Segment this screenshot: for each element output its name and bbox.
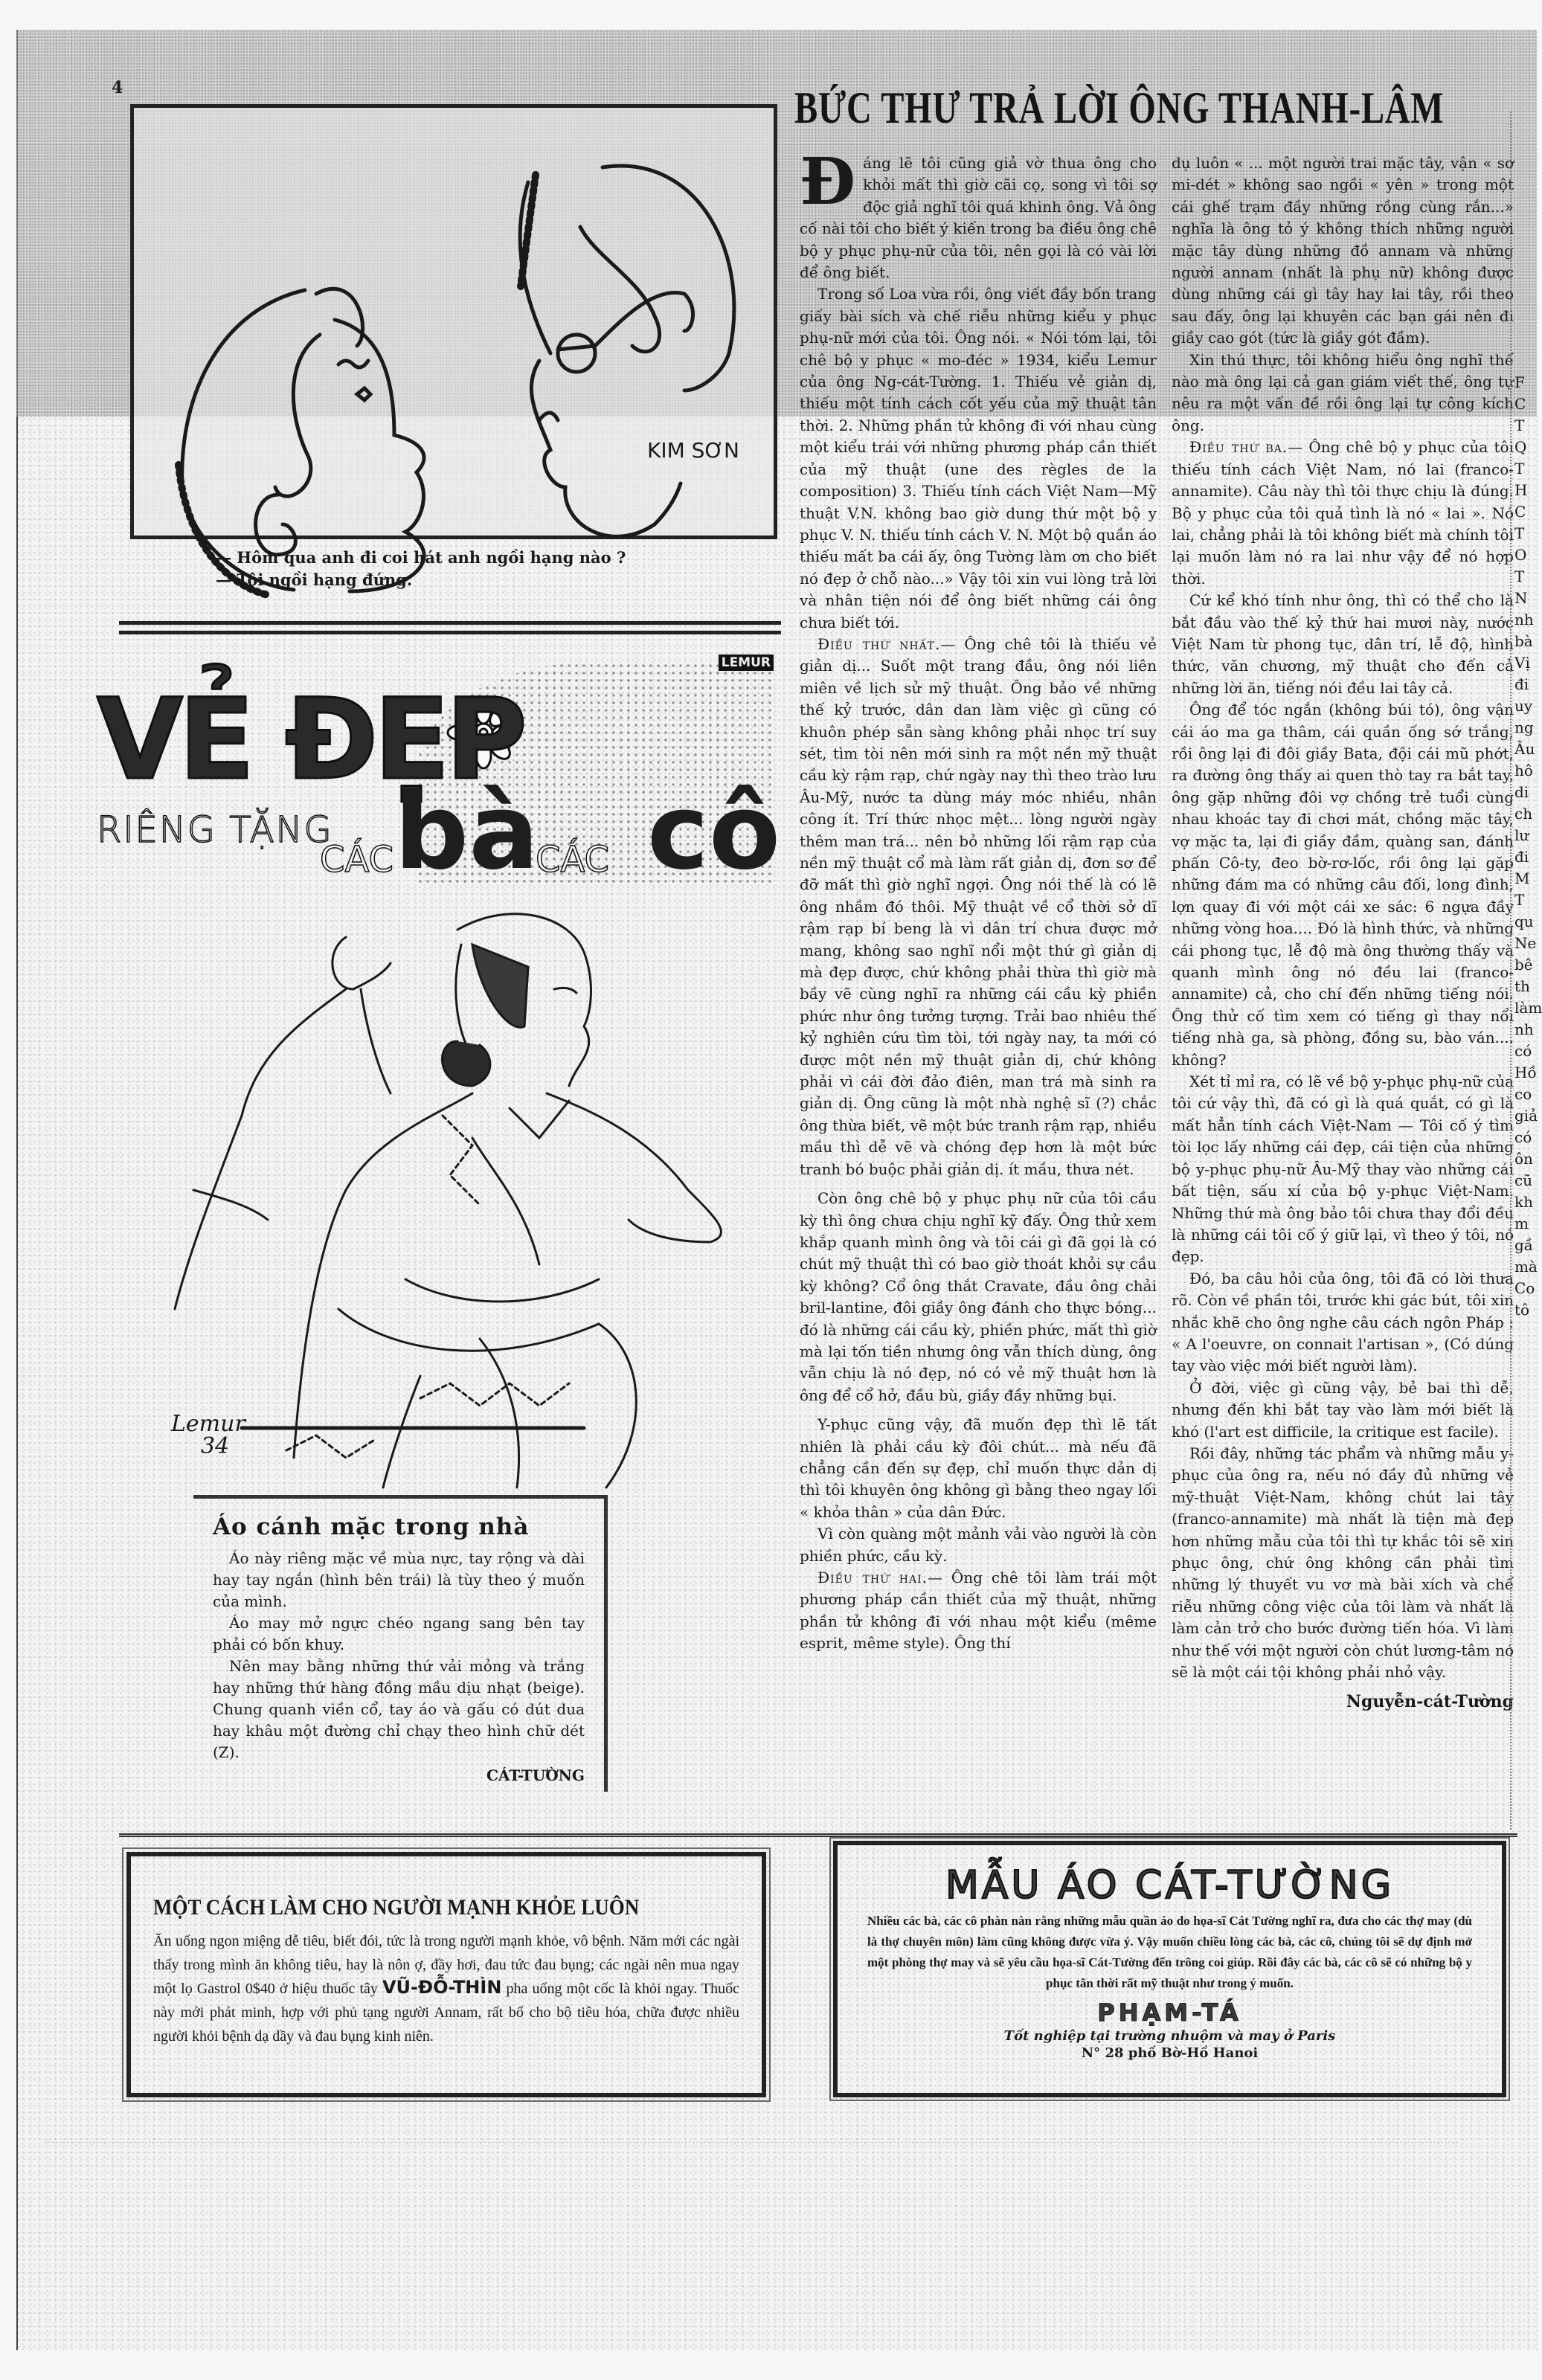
article-paragraph [800,1188,1157,1406]
cartoon-drawing [134,108,774,536]
fragment-line: m [1514,1215,1529,1232]
page-number: 4 [112,78,123,97]
gastrol-advertisement [126,1852,766,2097]
ad-body-text: Ăn uống ngon miệng dễ tiêu, biết đói, tức là trong người mạnh khỏe, vô bệnh. Năm mới các ngài thấy trong mình ăn không tiêu, hay là nôn ợ, đầy hơi, đau tức đau bụng; các ngài nên mua ngay một lọ Gastrol 0$40 ở hiệu thuốc tây [153,1933,739,1997]
fragment-line: có [1514,1042,1532,1060]
banner-title: VẺ ĐẸP [97,675,523,805]
section-lead: Điều thứ hai. [817,1569,928,1586]
tailor-address: N° 28 phố Bờ-Hồ Hanoi [1081,2045,1259,2061]
fragment-line: Hồ [1514,1064,1537,1081]
fragment-line: uy [1514,697,1533,715]
fragment-line: co [1514,1085,1532,1103]
fragment-line: qu [1514,913,1534,930]
paragraph-text: — Ông chê bộ y phục của tôi thiếu tính cách Việt Nam, nó lai (franco-annamite). Câu này thì tôi thực chịu là đúng. Bộ y phục của tôi quả tình là nó « lai ». Nó lai, chẳng phải là tôi không biết mà chính tôi lại muốn làm nó ra lai như vậy để nó hợp thời. [1172,438,1514,588]
ad-body-text: pha uống một cốc là khỏi ngay. Thuốc này mới phát minh, hợp với phủ tạng người Annam, rất bổ cho bộ tiêu hóa, chữa được nhiều người khỏi bệnh dạ dầy và đau bụng kinh niên. [153,1981,740,2045]
paragraph-text: Y-phục cũng vậy, đã muốn đẹp thì lẽ tất nhiên là phải cầu kỳ đôi chút... mà nếu đã chẳng cần đến sự đẹp, chỉ muốn thực dản dị thì tôi khuyên ông không gì bằng theo ngay lối « khỏa thân » của dân Đức. [800,1415,1157,1521]
banner-subtitle: RIÊNG TẶNG [97,809,333,851]
banner-cac-1: CÁC [320,839,394,881]
paragraph-text: Rồi đây, những tác phẩm và những mẫu y-phục của ông ra, nếu nó đầy đủ những vẻ mỹ-thuật Việt-Nam, không chút lai tây (franco-annamite) mà nhất là tiện mà đẹp hơn những mẫu của tôi thì tự khắc tôi sẽ xin phục ông, chứ ông không cần phải tìm những lý thuyết vu vơ mà bài xích và chế riễu những công việc của tôi làm và nhất là làm cản trở cho bước đường tiến hóa. Vì làm như thế với một người còn chút lương-tâm nó sẽ là một cái tội không phải nhỏ vậy. [1172,1444,1514,1682]
fragment-line: T [1514,460,1525,477]
paragraph-text: Xét tỉ mỉ ra, có lẽ về bộ y-phục phụ-nữ của tôi cứ vậy thì, đã có gì là quá quắt, có gì là mất hẳn tính cách Việt-Nam — Tôi cố ý tìm tòi lọc lấy những cái đẹp, cái tiện của những bộ y-phục phụ-nữ Âu-Mỹ thay vào những cái bất tiện, sấu xí của bộ y-phục Việt-Nam. Những thứ mà ông bảo tôi chưa thay đổi đều là những cái tôi cố ý giữ lại, vì theo ý tôi, nó đẹp. [1172,1072,1514,1266]
fragment-line: cũ [1514,1171,1533,1189]
fragment-line: gầ [1514,1236,1534,1254]
article-paragraph [800,634,1157,1180]
paragraph-text: Còn ông chê bộ y phục phụ nữ của tôi cầu kỳ thì ông chưa chịu nghĩ kỹ đấy. Ông thử xem khắp quanh mình ông và tôi cái gì đã gọi là có chút mỹ thuật thì có bao giờ thoát khỏi sự cầu kỳ không? Cổ ông thắt Cravate, đầu ông chải bril-lantine, đôi giầy ông đánh cho thực bóng... đó là những cái cầu kỳ, phiền phức, mất thì giờ mà lại tốn tiền nhưng ông vẫn thích dùng, ông vẫn chịu là nó đẹp, nó có vẻ mỹ thuật hơn là ông để cổ hở, đầu bù, giầy đầy những bụi. [800,1189,1157,1404]
fragment-line: giả [1514,1107,1538,1125]
fragment-line: làm [1514,999,1542,1017]
section-rule [119,631,781,634]
tailor-name: PHẠM-TÁ [1097,1998,1242,2027]
fragment-line: T [1514,567,1525,585]
fragment-line: N [1514,589,1528,607]
fashion-illustration [123,892,785,1495]
section-lead: Điều thứ ba. [1189,438,1288,457]
article-paragraph [1172,1268,1514,1377]
fragment-line: Vị [1514,654,1530,672]
fragment-line: kh [1514,1193,1533,1211]
article-paragraph [1172,1071,1514,1268]
fragment-line: C [1514,503,1526,521]
fragment-line: bê [1514,956,1533,974]
cartoon-signature: KIM SƠN [647,438,739,463]
adjacent-page-fragment [1514,372,1542,1859]
fragment-line: Co [1514,1279,1535,1297]
article-paragraph [1172,152,1514,350]
fragment-line: đi [1514,848,1529,866]
fragment-line: tô [1514,1301,1530,1319]
article-paragraph [1172,437,1514,590]
fragment-line: lư [1514,826,1529,844]
woman-in-ao-canh-drawing [123,892,785,1495]
caption-line: — Tôi ngồi hạng đứng. [216,570,413,589]
section-rule [119,1833,1517,1837]
fragment-line: ch [1514,805,1533,823]
illustrator-signature [171,1413,245,1458]
paragraph-text: Cứ kể khó tính như ông, thì có thể cho là bắt đầu vào thế kỷ thứ hai mươi này, nước Việt Nam từ phong tục, dân trí, lễ độ, hình thức, văn chương, mỹ thuật cho đến cả những lời ăn, tiếng nói đều lai tây cả. [1172,591,1514,697]
banner-co: cô [647,772,781,893]
article-paragraph [1172,1443,1514,1683]
paragraph-text: Vì còn quàng một mảnh vải vào người là còn phiền phức, cầu kỳ. [800,1525,1157,1565]
paragraph-text: Trong số Loa vừa rồi, ông viết đầy bốn trang giấy bài sích và chế riễu những kiểu y phục phụ-nữ mới của tôi. Ông nói. « Nói tóm lại, tôi chê bộ y phục « mo-đéc » 1934, kiểu Lemur của ông Ng-cát-Tường. 1. Thiếu vẻ giản dị, thiếu một tính cách cốt yếu của mỹ thuật tân thời. 2. Những phần tử không đi với nhau cùng một kiểu trái với những phương pháp cần thiết của mỹ thuật (une des règles de la composition) 3. Thiếu tính cách Việt Nam—Mỹ thuật V.N. không bao giờ dung thứ một bộ y phục V. N. thiếu tính cách V. N. Một bộ quần áo thiếu mất ba cái ấy, ông Tường làm ơn cho biết nó đẹp ở chỗ nào...» Vậy tôi xin vui lòng trả lời và nhân tiện nói để ông biết những cái ông chưa biết tới. [800,285,1157,631]
pharmacy-name: VŨ-ĐỖ-THÌN [382,1977,502,1998]
paragraph-text: — Ông chê tôi là thiếu vẻ giản dị... Suốt một trang đầu, ông nói liên miên về lịch sử mỹ thuật. Ông bảo về những thế kỷ trước, dân dan làm việc gì cũng có khuôn phép sẵn sàng không phải nhọc trí suy sét, tìm tòi nên mới sinh ra một nền mỹ thuật cầu kỳ rậm rạp, chứ ngày nay thì theo trào lưu Âu-Mỹ, nước ta dùng máy móc nhiều, nhân công ít. Trí thức nhọc mệt... lòng người ngày thêm man trá... nên bỏ những lối rậm rạp của nền mỹ thuật cổ mà làm rất giản dị, đơn sơ để đỡ mất thì giờ nghĩ ngợi. Ông nói thế là có lẽ ông nhầm đó thôi. Mỹ thuật về cổ thời sở dĩ rậm rạp bí beng là vì dân trí chưa được mở mang, không sao nghĩ nổi một thứ gì giản dị mà đẹp được, chứ không phải thừa thì giờ mà bầy vẽ cùng nghĩ ra những cái cầu kỳ phiền phức như ông tưởng tượng. Trải bao nhiêu thế kỷ nghiên cứu tìm tòi, tới ngày nay, ta mới có được một nền mỹ thuật giản dị, chứ không phải vì cái đời đảo điên, man trá mà sinh ra giản dị. Ông cũng là một nhà nghệ sĩ (?) chắc ông thừa biết, vẽ một bức tranh rậm rạp, nhiều mầu thì dễ vẽ và chóng đẹp hơn là một bức tranh bó buộc phải giản dị. ít mầu, thưa nét. [800,634,1157,1178]
banner-cac-2: CÁC [536,839,610,881]
fragment-line: M [1514,869,1530,887]
paragraph-text: Đó, ba câu hỏi của ông, tôi đã có lời thưa rõ. Còn về phần tôi, trước khi gác bút, tôi xin nhắc khẽ cho ông nghe câu cách ngôn Pháp : « A l'oeuvre, on connait l'artisan », (Có dúng tay vào việc mới biết người làm). [1172,1269,1514,1375]
fragment-line: đi [1514,675,1529,693]
scan-edge [45,2142,1458,2143]
fragment-line: di [1514,783,1529,801]
section-lead: Điều thứ nhất. [817,634,941,653]
article-paragraph [800,144,1157,283]
ao-canh-byline: CÁT-TƯỜNG [486,1766,585,1784]
tailor-credential: Tốt nghiệp tại trường nhuộm và may ở Paris [1003,2028,1336,2044]
fragment-line: Âu [1514,740,1535,758]
paragraph-text: — Ông chê tôi làm trái một phương pháp cần thiết của mỹ thuật, những phần tử không đi với nhau một kiểu (même esprit, même style). Ông thí [800,1569,1157,1653]
article-paragraph [800,283,1157,634]
paragraph-text: Ở đời, việc gì cũng vậy, bẻ bai thì dễ, nhưng đến khi bắt tay vào làm mới biết là khó (l'art est difficile, la critique est facile). [1172,1378,1514,1441]
article-paragraph [800,1414,1157,1523]
fragment-line: nh [1514,1020,1534,1038]
fragment-line: C [1514,395,1526,413]
caption-line: — Hôm qua anh đi coi hát anh ngồi hạng nào ? [216,548,626,567]
paragraph-text: Xin thú thực, tôi không hiểu ông nghĩ thế nào mà ông lại cả gan giám viết thế, ông tự nêu ra một vấn đề rồi ông lại tự công kích ông. [1172,350,1514,434]
ad-body: Nhiều các bà, các cô phàn nàn rằng những mẫu quần áo do họa-sĩ Cát Tường nghĩ ra, đưa cho các thợ may (dù là thợ chuyên môn) làm cũng không được vừa ý. Vậy muốn chiều lòng các bà, các cô, chúng tôi sẽ dự định mở một phòng thợ may và sẽ yêu cầu họa-sĩ Cát-Tường đến trông coi giúp. Rồi đây các bà, các cô sẽ có những bộ y phục tân thời rất mỹ thuật như trong ý muốn. [867,1914,1472,1990]
fragment-line: H [1514,481,1528,499]
fragment-line: ôn [1514,1150,1533,1168]
ao-canh-title: Áo cánh mặc trong nhà [213,1514,530,1540]
fragment-line: T [1514,891,1525,909]
paragraph-text: Ông để tóc ngắn (không búi tó), ông vận cái áo ma ga thâm, cái quần ống sớ trắng, rồi ông lại đi đôi giầy Bata, đội cái mũ phớt, ra đường ông thấy ai quen thò tay ra bắt tay, ông gặp những đôi vợ chồng trẻ tuổi cùng nhau khoác tay đi chơi mát, chồng mặc tây, vợ mặc ta, lại đi giầy đầm, quàng san, đánh phấn Cô-ty, đeo bờ-rơ-lốc, rồi ông lại gặp những đám ma có những câu đối, long đình, lợn quay đi với một cái xe sác: 6 ngựa đầy những vòng hoa.... Đó là hình thức, và những cái phong tục, lễ độ mà ông thường thấy và quanh mình ông nó đều lai (franco-annamite) cả, cho chí đến những tiếng nói. Ông thử cố tìm xem có tiếng gì thay nổi tiếng nhà ga, sà phòng, đồng su, bào ván.... không? [1172,701,1514,1069]
fragment-line: th [1514,977,1530,995]
fragment-line: Q [1514,438,1527,456]
ao-canh-paragraph: Áo này riêng mặc về mùa nực, tay rộng và dài hay tay ngắn (hình bên trái) là tùy theo ý muốn của mình. [213,1549,585,1610]
article-paragraph [1172,350,1514,437]
ad-body [153,1929,739,2048]
ao-canh-description [193,1495,608,1792]
cartoon-illustration [130,104,777,539]
fragment-line: F [1514,373,1525,391]
brand-label: LEMUR [719,654,774,671]
page-fold-line [1510,112,1512,1830]
article-paragraph [800,1523,1157,1567]
fragment-line: Ne [1514,934,1537,952]
section-rule [119,621,781,625]
article-paragraph [800,1567,1157,1655]
article-signature: Nguyễn-cát-Tường [1346,1692,1514,1712]
paragraph-text: áng lẽ tôi cũng giả vờ thua ông cho khỏi mất thì giờ cãi cọ, song vì tôi sợ độc giả nghĩ tôi quá khinh ông. Vả ông cố nài tôi cho biết ý kiến trong ba điều ông chê bộ y phục phụ-nữ của tôi, nên gọi là có vài lời để ông biết. [800,154,1157,282]
article-paragraph [1172,590,1514,699]
article-paragraph [1172,1377,1514,1443]
fragment-line: nh [1514,611,1534,628]
fragment-line: T [1514,416,1525,434]
article-paragraph [1172,699,1514,1071]
article-column-1 [800,144,1157,1655]
paragraph-text: dụ luôn « ... một người trai mặc tây, vận « sơ mi-dét » không sao ngồi « yên » trong một cái ghế trạm đầy những rồng cùng rắn...» nghĩa là ông tỏ ý không thích những người mặc tây dùng những đồ annam và những người annam (nhất là phụ nữ) không được dùng những cái gì tây hay lai tây, rồi theo sau đấy, ông lại khuyên các bạn gái nên đi giầy cao gót (tức là giầy gót đầm). [1172,154,1514,347]
ve-dep-banner [97,654,781,900]
signature-year: 34 [201,1433,230,1459]
fragment-line: T [1514,524,1525,542]
article-column-2 [1172,152,1514,1711]
fragment-line: O [1514,546,1527,564]
ad-title: MẪU ÁO CÁT-TƯỜNG [945,1863,1395,1908]
ad-title: MỘT CÁCH LÀM CHO NGƯỜI MẠNH KHỎE LUÔN [153,1895,640,1920]
ao-canh-paragraph: Áo may mở ngực chéo ngang sang bên tay phải có bốn khuy. [213,1614,585,1653]
article-headline: BỨC THƯ TRẢ LỜI ÔNG THANH-LÂM [794,83,1445,132]
ao-canh-paragraph: Nên may bằng những thứ vải mỏng và trắng hay những thứ hàng đồng mầu dịu nhạt (beige). Chung quanh viền cổ, tay áo và gấu có dút dua hay khâu một đường chỉ chạy theo hình chữ dét (Z). [213,1657,585,1761]
cartoon-caption [216,547,626,591]
signature-name: Lemur [171,1411,245,1437]
fragment-line: bà [1514,632,1533,650]
fragment-line: mà [1514,1258,1538,1276]
drop-cap: Đ [800,144,856,219]
fragment-line: hô [1514,762,1533,779]
fragment-line: có [1514,1128,1532,1146]
fragment-line: ng [1514,718,1534,736]
tailor-advertisement [833,1841,1506,2097]
banner-ba: bà [394,772,539,893]
